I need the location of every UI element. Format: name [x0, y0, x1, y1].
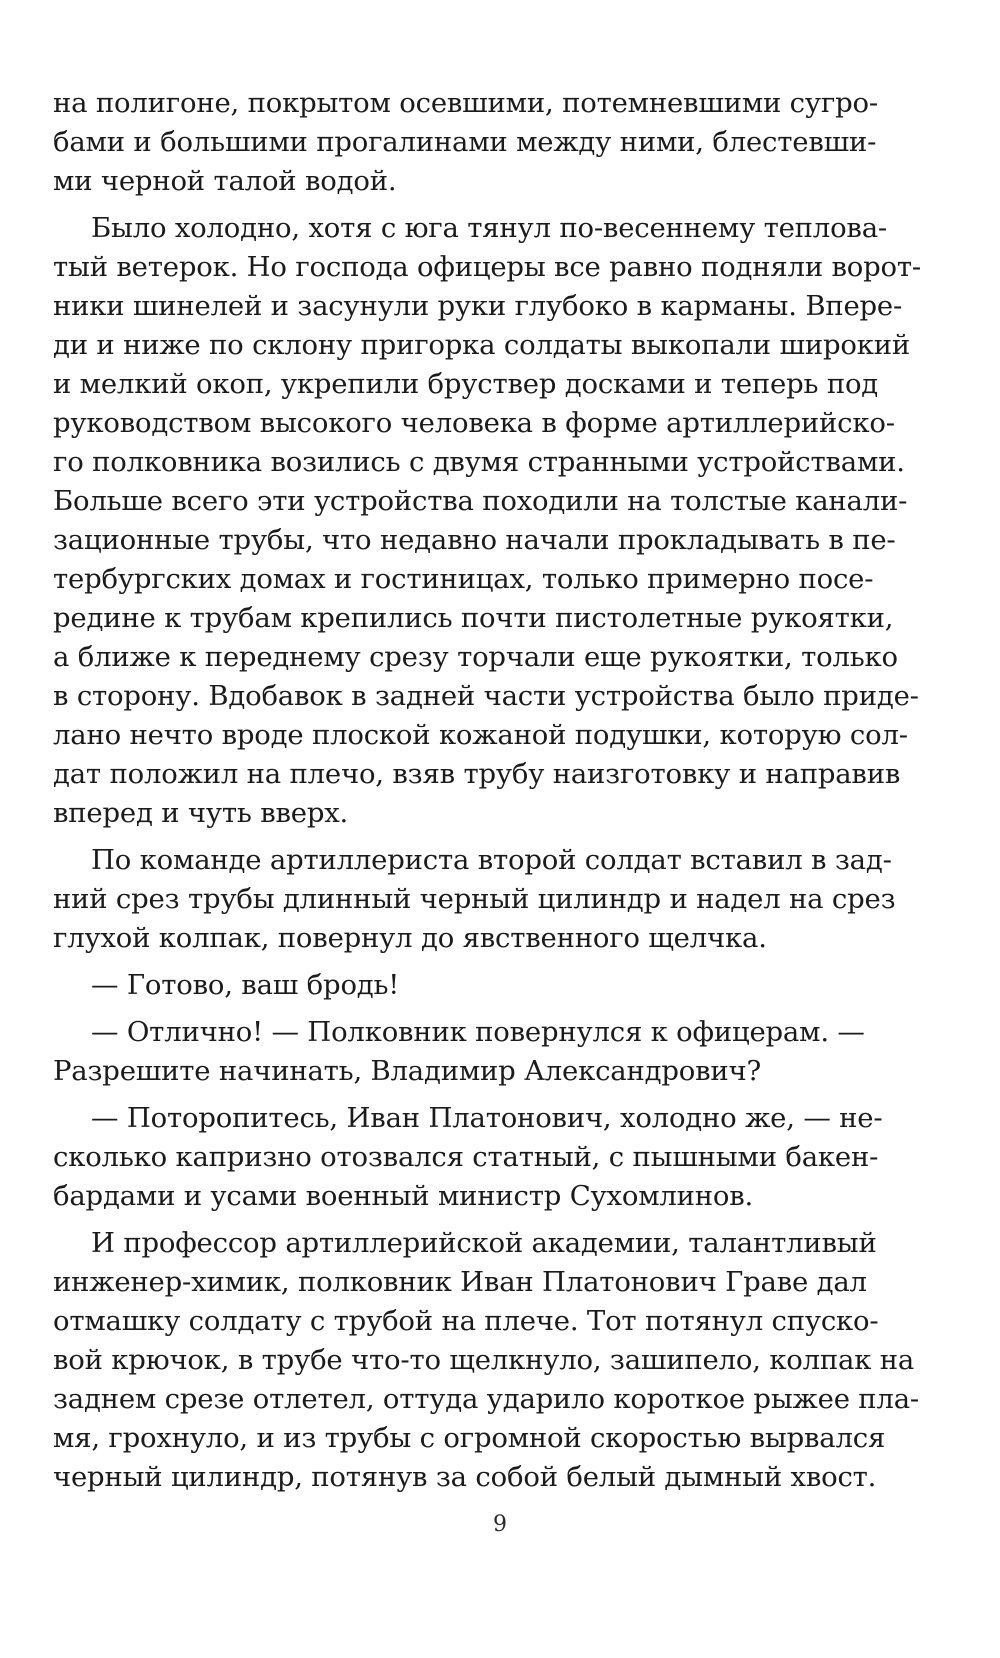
paragraph-3 [53, 841, 896, 958]
paragraph-7 [53, 1224, 919, 1497]
paragraph-1 [53, 84, 878, 201]
text-line: черный цилиндр, потянув за собой белый дымный хвост. [53, 1461, 877, 1493]
text-line: тый ветерок. Но господа офицеры все равно подняли ворот- [53, 251, 921, 283]
text-line: сколько капризно отозвался статный, с пышными бакен- [53, 1141, 879, 1173]
text-line: в сторону. Вдобавок в задней части устройства было приде- [53, 680, 919, 712]
body-text [53, 84, 921, 1497]
text-line: Разрешите начинать, Владимир Александрович? [53, 1055, 762, 1087]
paragraph-2 [53, 209, 921, 833]
text-line: Больше всего эти устройства походили на толстые канали- [53, 485, 908, 517]
text-line: мя, грохнуло, и из трубы с огромной скоростью вырвался [53, 1422, 886, 1454]
paragraph-5 [53, 1013, 865, 1091]
text-line: ний срез трубы длинный черный цилиндр и надел на срез [53, 883, 896, 915]
text-line: зационные трубы, что недавно начали прокладывать в пе- [53, 524, 896, 556]
page-number: 9 [493, 1512, 507, 1537]
text-line: тербургских домах и гостиницах, только примерно посе- [53, 563, 874, 595]
text-line: инженер-химик, полковник Иван Платонович Граве дал [53, 1266, 867, 1298]
text-line: руководством высокого человека в форме артиллерийско- [53, 407, 895, 439]
text-line: ди и ниже по склону пригорка солдаты выкопали широкий [53, 329, 910, 361]
text-line: редине к трубам крепились почти пистолетные рукоятки, [53, 602, 894, 634]
text-line: а ближе к переднему срезу торчали еще рукоятки, только [53, 641, 898, 673]
text-line: Было холодно, хотя с юга тянул по-весеннему теплова- [91, 212, 888, 244]
text-line: — Поторопитесь, Иван Платонович, холодно же, — не- [91, 1102, 883, 1134]
text-line: — Готово, ваш бродь! [91, 969, 400, 1001]
text-line: отмашку солдату с трубой на плече. Тот потянул спуско- [53, 1305, 879, 1337]
text-line: и мелкий окоп, укрепили бруствер досками и теперь под [53, 368, 879, 400]
text-line: заднем срезе отлетел, оттуда ударило короткое рыжее пла- [53, 1383, 919, 1415]
paragraph-6 [53, 1099, 883, 1216]
text-line: По команде артиллериста второй солдат вставил в зад- [91, 844, 892, 876]
text-line: И профессор артиллерийской академии, талантливый [91, 1227, 877, 1259]
text-line: вперед и чуть вверх. [53, 797, 349, 829]
text-line: бардами и усами военный министр Сухомлинов. [53, 1180, 754, 1212]
text-line: го полковника возились с двумя странными устройствами. [53, 446, 905, 478]
text-line: ники шинелей и засунули руки глубоко в карманы. Впере- [53, 290, 903, 322]
text-line: вой крючок, в трубе что-то щелкнуло, зашипело, колпак на [53, 1344, 915, 1376]
text-line: лано нечто вроде плоской кожаной подушки, которую сол- [53, 719, 908, 751]
text-line: глухой колпак, повернул до явственного щелчка. [53, 922, 767, 954]
text-line: дат положил на плечо, взяв трубу наизготовку и направив [53, 758, 901, 790]
text-line: бами и большими прогалинами между ними, блестевши- [53, 126, 877, 158]
text-line: — Отлично! — Полковник повернулся к офицерам. — [91, 1016, 865, 1048]
text-line: на полигоне, покрытом осевшими, потемневшими сугро- [53, 87, 878, 119]
paragraph-4 [53, 966, 853, 1005]
text-line: ми черной талой водой. [53, 165, 397, 197]
